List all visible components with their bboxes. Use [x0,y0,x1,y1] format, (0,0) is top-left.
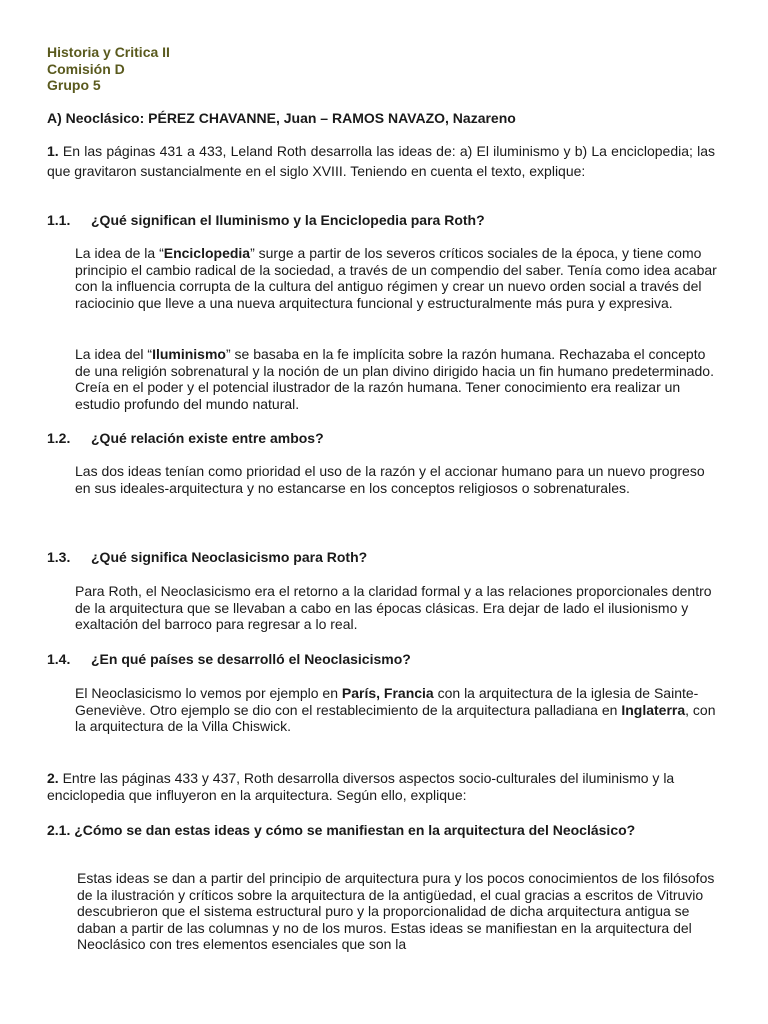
item-1-intro [47,142,715,181]
group-label: Grupo 5 [47,77,101,93]
question-1-2-number: 1.2. [47,430,71,446]
answer-1-1-p2-lead: La idea del “ [75,346,153,362]
answer-1-4-part-2: con la arquitectura de la iglesia de Sainte-Geneviève. Otro ejemplo se dio con el restablecimiento de la arquitectura palladiana en [75,685,699,718]
course-header [47,44,715,94]
question-2-1: 2.1. ¿Cómo se dan estas ideas y cómo se manifiestan en la arquitectura del Neoclásico? [47,822,636,838]
question-1-1-number: 1.1. [47,212,71,228]
place-paris-francia: París, Francia [341,685,434,701]
answer-1-2: Las dos ideas tenían como prioridad el uso de la razón y el accionar humano para un nuevo progreso en sus ideales-arquitectura y no estancarse en los conceptos religiosos o sobrenaturales. [75,463,705,496]
term-iluminismo: Iluminismo [152,346,226,362]
item-2-intro [47,770,715,803]
answer-1-3: Para Roth, el Neoclasicismo era el retorno a la claridad formal y a las relaciones proporcionales dentro de la arquitectura que se llevaban a cabo en las épocas clásicas. Era dejar de lado el ilusionismo y exaltación del barroco para regresar a lo real. [75,583,712,632]
item-2-number: 2. [47,770,59,786]
answer-1-4-part-1: El Neoclasicismo lo vemos por ejemplo en [75,685,342,701]
answer-1-1-p1-lead: La idea de la “ [75,245,164,261]
question-1-2 [47,430,715,447]
question-1-3-number: 1.3. [47,549,71,565]
question-1-2-title: ¿Qué relación existe entre ambos? [91,430,324,446]
question-1-4-title: ¿En qué países se desarrolló el Neoclasicismo? [91,651,411,667]
question-1-1 [47,212,715,229]
place-inglaterra: Inglaterra [621,701,686,718]
item-1-number: 1. [47,143,59,159]
question-1-4-number: 1.4. [47,651,71,667]
answer-1-4-part-3: , con la arquitectura de la Villa Chiswick. [75,701,716,734]
item-1-text: En las páginas 431 a 433, Leland Roth desarrolla las ideas de: a) El iluminismo y b) La enciclopedia; las que gravitaron sustancialmente en el siglo XVIII. Teniendo en cuenta el texto, explique: [47,143,716,179]
answer-1-1-p2-body: ” se basaba en la fe implícita sobre la razón humana. Rechazaba el concepto de una religión sobrenatural y la noción de un plan divino dirigido hacia un fin humano predeterminado. Creía en el poder y el potencial ilustrador de la razón humana. Tener conocimiento era realizar un estudio profundo del mundo natural. [75,346,714,412]
question-1-4 [47,651,715,668]
question-1-1-title: ¿Qué significan el Iluminismo y la Enciclopedia para Roth? [91,212,485,228]
answer-1-1-iluminismo [71,346,723,412]
question-1-3 [47,549,715,566]
answer-1-1-p1-body: ” surge a partir de los severos críticos sociales de la época, y tiene como principio el cambio radical de la sociedad, a través de un compendio del saber. Tenía como idea acabar con la influencia corrupta de la cultura del antiguo régimen y crear un nuevo orden social a través del raciocinio que lleve a una nueva arquitectura funcional y estructuralmente más pura y expresiva. [75,245,717,311]
term-enciclopedia: Enciclopedia [163,245,251,261]
question-1-3-title: ¿Qué significa Neoclasicismo para Roth? [91,549,368,565]
answer-2-1: Estas ideas se dan a partir del principio de arquitectura pura y los pocos conocimientos de los filósofos de la ilustración y críticos sobre la arquitectura de la antigüedad, el cual gracias a escritos de Vitruvio descubrieron que el sistema estructural puro y la proporcionalidad de dicha arquitectura antigua se daban a partir de las columnas y no de los muros. Estas ideas se manifiestan en la arquitectura del Neoclásico con tres elementos esenciales que son la [77,870,715,952]
item-2-text: Entre las páginas 433 y 437, Roth desarrolla diversos aspectos socio-culturales del iluminismo y la enciclopedia que influyeron en la arquitectura. Según ello, explique: [47,770,675,803]
answer-1-1-enciclopedia [71,245,723,311]
answer-1-4 [71,685,723,735]
course-title: Historia y Critica II [47,44,170,60]
commission-label: Comisión D [47,60,125,77]
authors-line: A) Neoclásico: PÉREZ CHAVANNE, Juan – RAMOS NAVAZO, Nazareno [47,110,516,126]
